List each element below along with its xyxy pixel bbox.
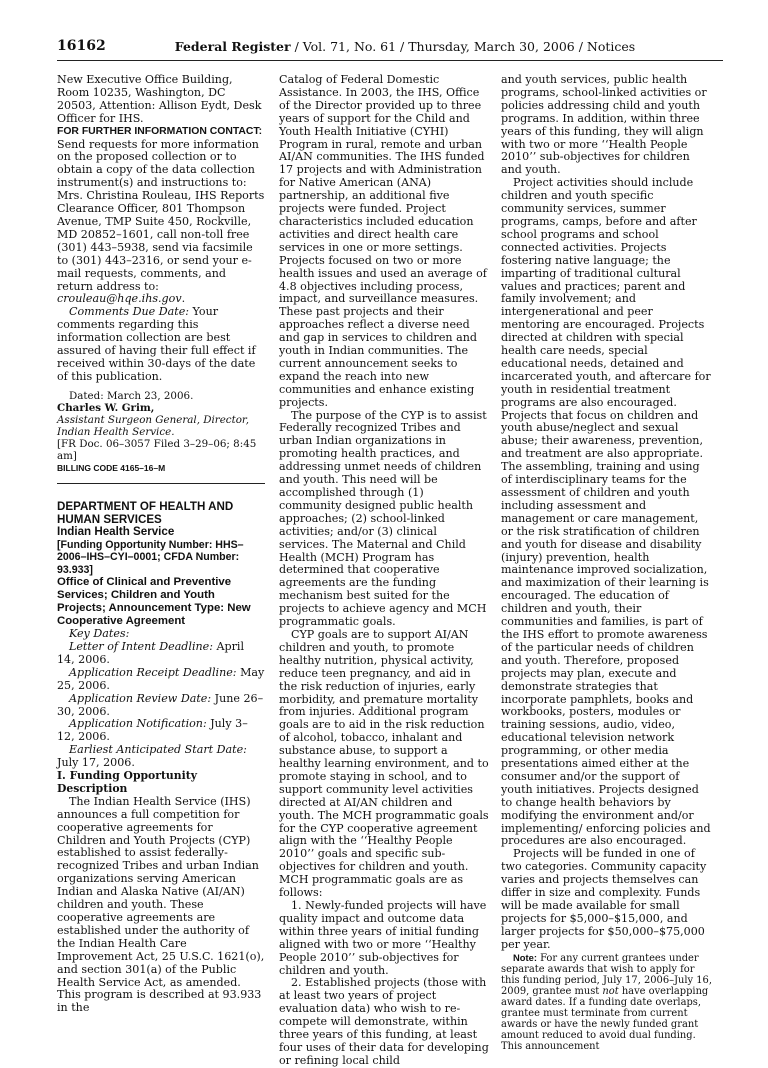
column-3	[501, 74, 713, 1052]
contact-email: crouleau@hqe.ihs.gov	[57, 292, 182, 306]
receipt-value: May 25, 2006.	[57, 665, 265, 692]
comments-paragraph	[57, 306, 265, 383]
notice-title: Office of Clinical and Preventive Services; Children and Youth Projects; Announcement Type: New Cooperative Agreement	[57, 576, 251, 628]
signer-title: Assistant Surgeon General, Director, Indian Health Service.	[57, 413, 249, 438]
issue-line: / Vol. 71, No. 61 / Thursday, March 30, 2006 / Notices	[290, 39, 636, 54]
dated-line: Dated: March 23, 2006.	[69, 389, 194, 402]
loi-date	[57, 641, 265, 667]
notification-value: July 3–12, 2006.	[57, 717, 248, 744]
publication-name: Federal Register	[174, 39, 291, 54]
review-value: June 26–30, 2006.	[57, 691, 264, 718]
signer-name: Charles W. Grim,	[57, 401, 155, 414]
notification-label: Application Notification:	[69, 717, 207, 731]
col2-paragraph-5: 2. Established projects (those with at least two years of project evaluation data) who wish to re-compete will demonstrate, within three years of this funding, at least four uses of their data for developing or refining local child	[279, 976, 489, 1067]
note-emphasis: not	[602, 985, 619, 997]
address-text: New Executive Office Building, Room 10235, Washington, DC 20503, Attention: Allison Eydt, Desk Officer for IHS.	[57, 73, 262, 125]
billing-code: BILLING CODE 4165–16–M	[57, 462, 166, 473]
receipt-label: Application Receipt Deadline:	[69, 665, 237, 679]
col2-paragraph-4: 1. Newly-funded projects will have quality impact and outcome data within three years of initial funding aligned with two or more ‘‘Healthy People 2010’’ sub-objectives for children and youth.	[279, 899, 487, 977]
column-2	[279, 74, 489, 1068]
fic-heading: FOR FURTHER INFORMATION CONTACT:	[57, 125, 263, 137]
review-date	[57, 693, 265, 719]
col3-paragraph-3: Projects will be funded in one of two categories. Community capacity varies and projects themselves can differ in size and complexity. Funds will be made available for small projects for $5,000–$15,000, and larger projects for $50,000–$75,000 per year.	[501, 847, 707, 951]
fic-paragraph	[57, 139, 265, 307]
fic-end: .	[181, 292, 186, 306]
notification-date	[57, 718, 265, 744]
start-label: Earliest Anticipated Start Date:	[69, 743, 247, 757]
col3-paragraph-2: Project activities should include children and youth specific community services, summer programs, camps, before and after school programs and school connected activities. Projects fostering native language; the imparting of traditional cultural values and practices; parent and family involvement; and intergenerational and peer mentoring are encouraged. Projects directed at children with special health care needs, special educational needs, detained and incarcerated youth, and aftercare for youth in residential treatment programs are also encouraged. Projects that focus on children and youth abuse/neglect and sexual abuse; their awareness, prevention, and treatment are also appropriate. The assembling, training and using of interdisciplinary teams for the assessment of children and youth including assessment and management or care management, or the risk stratification of children and youth for disease and disability (injury) prevention, health maintenance improved socialization, and maximization of their learning is encouraged. The education of children and youth, their communities and families, is part of the IHS effort to promote awareness of the particular needs of children and youth. Therefore, proposed projects may plan, execute and demonstrate strategies that incorporate pamphlets, books and workbooks, posters, modules or training sessions, audio, video, educational television network programming, or other media presentations aimed either at the consumer and/or the support of youth initiatives. Projects designed to change health behaviors by modifying the environment and/or implementing/ enforcing policies and procedures are also encouraged.	[501, 176, 711, 848]
col2-paragraph-1: Catalog of Federal Domestic Assistance. In 2003, the IHS, Office of the Director provided up to three years of support for the Child and Youth Health Initiative (CYHI) Program in rural, remote and urban AI/AN communities. The IHS funded 17 projects and with Administration for Native American (ANA) partnership, an additional five projects were funded. Project characteristics included education activities and direct health care services in one or more settings. Projects focused on two or more health issues and used an average of 4.8 objectives including process, impact, and surveillance measures. These past projects and their approaches reflect a diverse need and gap in services to children and youth in Indian communities. The current announcement seeks to expand the reach into new communities and enhance existing projects.	[279, 73, 487, 409]
start-date	[57, 744, 265, 770]
fr-doc-line: [FR Doc. 06–3057 Filed 3–29–06; 8:45 am]	[57, 437, 257, 462]
intro-paragraph: The Indian Health Service (IHS) announces a full competition for cooperative agreements for Children and Youth Projects (CYP) established to assist federally-recognized Tribes and urban Indian organizations serving American Indian and Alaska Native (AI/AN) children and youth. These cooperative agreements are established under the authority of the Indian Health Care Improvement Act, 25 U.S.C. 1621(o), and section 301(a) of the Public Health Service Act, as amended. This program is described at 93.933 in the	[57, 794, 265, 1015]
loi-value: April 14, 2006.	[57, 639, 245, 666]
comments-text: Your comments regarding this information collection are best assured of having their full effect if received within 30-days of the date of this publication.	[57, 305, 256, 383]
comments-label: Comments Due Date:	[69, 305, 189, 319]
department-heading: DEPARTMENT OF HEALTH AND HUMAN SERVICES	[57, 499, 234, 526]
funding-number: [Funding Opportunity Number: HHS–2006–IHS–CYI–0001; CFDA Number: 93.933]	[57, 538, 244, 576]
loi-label: Letter of Intent Deadline:	[69, 639, 213, 653]
section-heading: I. Funding Opportunity Description	[57, 769, 197, 795]
note-text-2: have overlapping award dates. If a funding date overlaps, grantee must terminate from current awards or have the newly funded grant amount reduced to avoid dual funding. This announcement	[501, 985, 709, 1053]
column-1	[57, 74, 265, 1015]
key-dates-label: Key Dates:	[69, 627, 130, 641]
note-paragraph	[501, 952, 713, 1053]
section-divider	[57, 483, 265, 484]
col2-paragraph-2: The purpose of the CYP is to assist Federally recognized Tribes and urban Indian organizations in promoting health practices, and addressing unmet needs of children and youth. This need will be accomplished through (1) community designed public health approaches; (2) school-linked activities; and/or (3) clinical services. The Maternal and Child Health (MCH) Program has determined that cooperative agreements are the funding mechanism best suited for the projects to achieve agency and MCH programmatic goals.	[279, 408, 487, 629]
review-label: Application Review Date:	[69, 691, 212, 705]
agency-heading: Indian Health Service	[57, 524, 175, 538]
running-head	[87, 39, 723, 54]
page-header	[57, 38, 723, 61]
col2-paragraph-3: CYP goals are to support AI/AN children and youth, to promote healthy nutrition, physical activity, reduce teen pregnancy, and aid in the risk reduction of injuries, early morbidity, and premature mortality from injuries. Additional program goals are to aid in the risk reduction of alcohol, tobacco, inhalant and substance abuse, to support a healthy learning environment, and to promote staying in school, and to support community level activities directed at AI/AN children and youth. The MCH programmatic goals for the CYP cooperative agreement align with the ‘‘Healthy People 2010’’ goals and specific sub-objectives for children and youth. MCH programmatic goals are as follows:	[279, 627, 489, 900]
start-value: July 17, 2006.	[57, 756, 135, 770]
fic-text: Send requests for more information on the proposed collection or to obtain a copy of the data collection instrument(s) and instructions to: Mrs. Christina Rouleau, IHS Reports Clearance Officer, 801 Thompson Avenue, TMP Suite 450, Rockville, MD 20852–1601, call non-toll free (301) 443–5938, send via facsimile to (301) 443–2316, or send your e-mail requests, comments, and return address to:	[57, 137, 265, 293]
page-number: 16162	[57, 38, 106, 54]
receipt-date	[57, 667, 265, 693]
note-label: Note:	[513, 951, 537, 963]
note-text-1: For any current grantees under separate awards that wish to apply for this funding period, July 17, 2006–July 16, 2009, grantee must	[501, 952, 712, 997]
col3-paragraph-1: and youth services, public health programs, school-linked activities or policies addressing child and youth programs. In addition, within three years of this funding, they will align with two or more ‘‘Health People 2010’’ sub-objectives for children and youth.	[501, 73, 707, 177]
